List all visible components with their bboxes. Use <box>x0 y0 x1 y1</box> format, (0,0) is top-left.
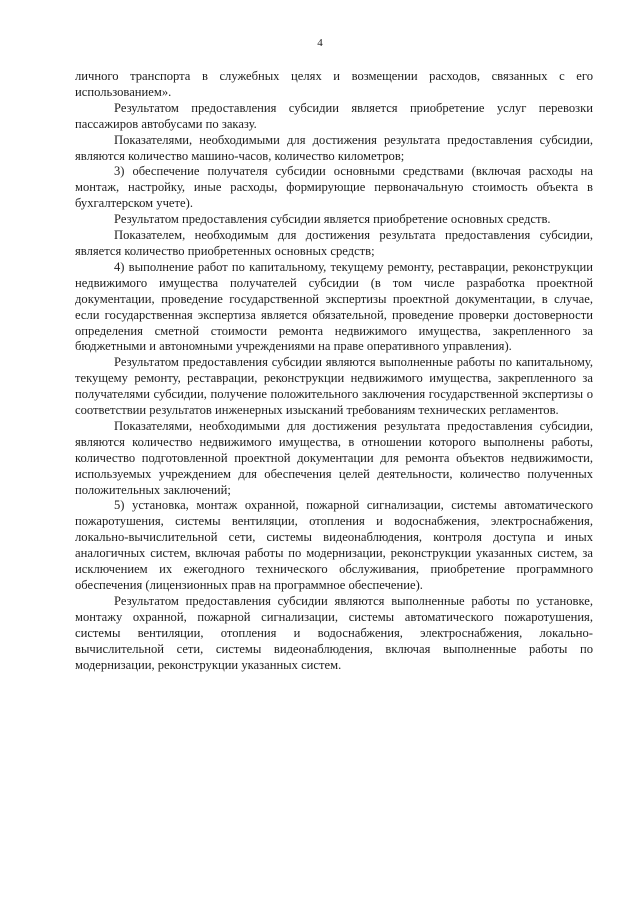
paragraph-item-4-repair-works: 4) выполнение работ по капитальному, текущему ремонту, реставрации, реконструкции недвижимого имущества получателей субсидии (в том числе разработка проектной документации, проведение государственной экспертизы проектной документации, в случае, если государственная экспертиза является обязательной, проведение проверки достоверности определения сметной стоимости ремонта недвижимого имущества, закрепленного за бюджетными и автономными учреждениями на праве оперативного управления). <box>75 259 593 354</box>
paragraph-item-5-security-systems: 5) установка, монтаж охранной, пожарной сигнализации, системы автоматического пожаротушения, системы вентиляции, отопления и водоснабжения, электроснабжения, локально-вычислительной сети, системы видеонаблюдения, контроля доступа и иных аналогичных систем, включая работы по модернизации, реконструкции указанных систем, за исключением их ежегодного технического обслуживания, приобретение программного обеспечения (лицензионных прав на программное обеспечение). <box>75 498 593 592</box>
paragraph-indicators-repair-works: Показателями, необходимыми для достижения результата предоставления субсидии, являются количество недвижимого имущества, в отношении которого выполнены работы, количество подготовленной проектной документации для ремонта объектов недвижимости, используемых учреждением для обеспечения целей деятельности, количество полученных положительных заключений; <box>75 418 593 497</box>
paragraph-indicators-machine-hours: Показателями, необходимыми для достижения результата предоставления субсидии, являются количество машино-часов, количество километров; <box>75 132 593 163</box>
document-body <box>75 69 593 673</box>
paragraph-result-bus-services: Результатом предоставления субсидии является приобретение услуг перевозки пассажиров автобусами по заказу. <box>75 100 593 131</box>
paragraph-continuation: личного транспорта в служебных целях и возмещении расходов, связанных с его использованием». <box>75 69 593 99</box>
paragraph-indicator-fixed-assets: Показателем, необходимым для достижения результата предоставления субсидии, является количество приобретенных основных средств; <box>75 228 593 258</box>
paragraph-result-fixed-assets: Результатом предоставления субсидии является приобретение основных средств. <box>114 212 551 227</box>
paragraph-item-3-fixed-assets: 3) обеспечение получателя субсидии основными средствами (включая расходы на монтаж, настройку, иные расходы, формирующие первоначальную стоимость объекта в бухгалтерском учете). <box>75 164 593 211</box>
paragraph-result-repair-works: Результатом предоставления субсидии являются выполненные работы по капитальному, текущему ремонту, реставрации, реконструкции недвижимого имущества, закрепленного за получателями субсидии, получение положительного заключения государственной экспертизы о соответствии результатов инженерных изысканий требованиям технических регламентов. <box>75 355 593 418</box>
page-number: 4 <box>317 37 323 49</box>
paragraph-result-security-systems: Результатом предоставления субсидии являются выполненные работы по установке, монтажу охранной, пожарной сигнализации, системы автоматического пожаротушения, системы вентиляции, отопления и водоснабжения, электроснабжения, локально-вычислительной сети, системы видеонаблюдения, включая выполненные работы по модернизации, реконструкции указанных систем. <box>75 593 593 672</box>
